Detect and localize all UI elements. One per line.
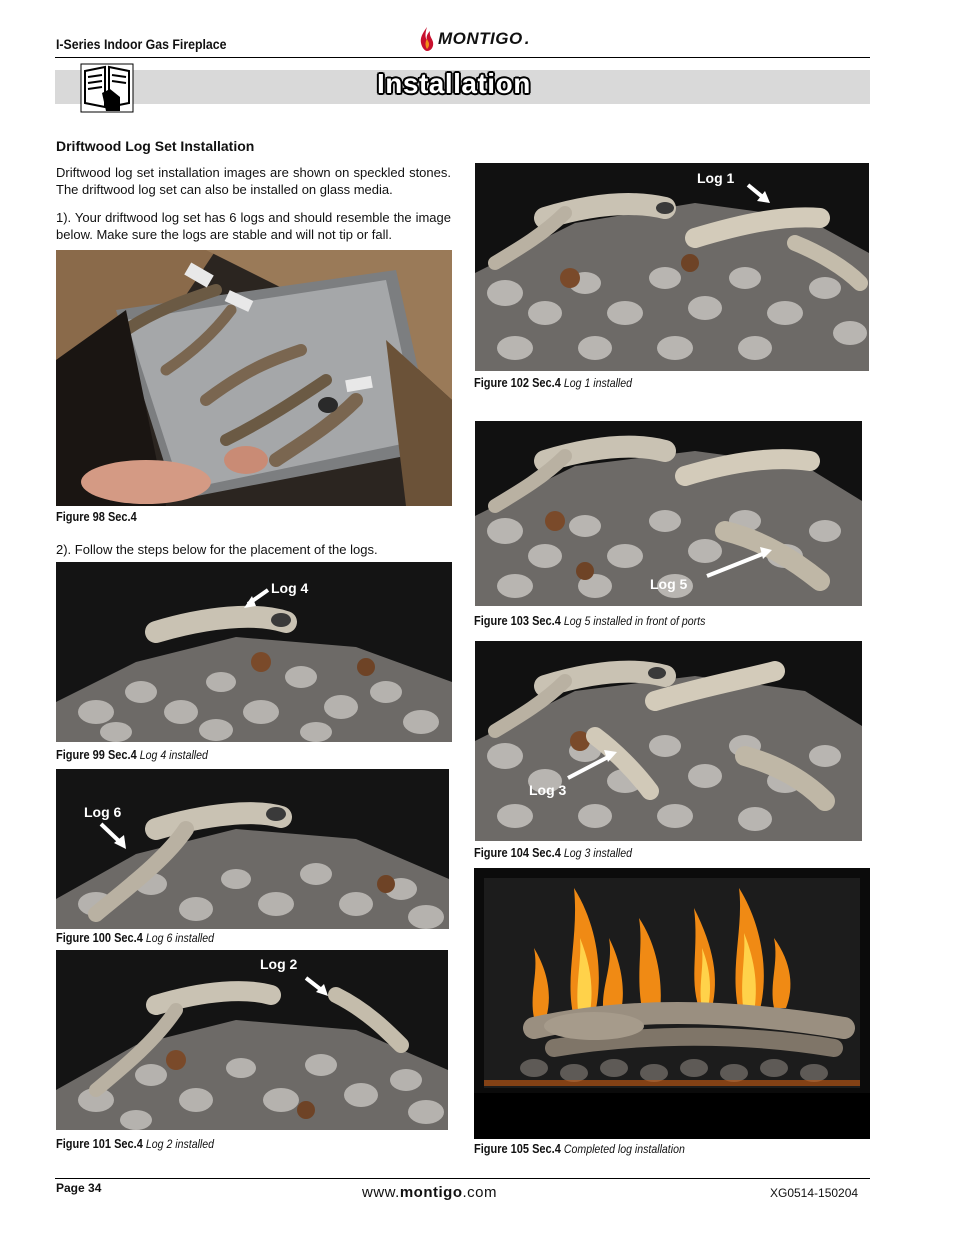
header-rule bbox=[55, 57, 870, 58]
logo-dot: . bbox=[524, 29, 530, 48]
figure-101-photo bbox=[56, 950, 448, 1130]
section-title: Driftwood Log Set Installation bbox=[56, 138, 255, 154]
figure-100-photo bbox=[56, 769, 449, 929]
figure-100-desc: Log 6 installed bbox=[145, 931, 215, 945]
page-number: Page 34 bbox=[56, 1181, 102, 1195]
figure-105-photo bbox=[474, 868, 870, 1139]
figure-98-photo bbox=[56, 250, 452, 506]
figure-98-label: Figure 98 Sec.4 bbox=[56, 510, 137, 524]
page-title: Installation bbox=[377, 68, 531, 99]
figure-100-label: Figure 100 Sec.4 bbox=[56, 931, 143, 945]
figure-101-desc: Log 2 installed bbox=[145, 1137, 215, 1151]
figure-104-photo bbox=[475, 641, 862, 841]
figure-101-log-label: Log 2 bbox=[260, 956, 298, 972]
step2-paragraph: 2). Follow the steps below for the placement of the logs. bbox=[56, 542, 378, 557]
figure-100-caption bbox=[56, 931, 214, 945]
figure-104-caption bbox=[474, 846, 632, 860]
montigo-logo bbox=[418, 24, 530, 54]
figure-104-desc: Log 3 installed bbox=[563, 846, 633, 860]
figure-102-label: Figure 102 Sec.4 bbox=[474, 376, 561, 390]
figure-103-caption bbox=[474, 614, 705, 628]
figure-101-label: Figure 101 Sec.4 bbox=[56, 1137, 143, 1151]
document-title: I-Series Indoor Gas Fireplace bbox=[56, 36, 227, 52]
intro-paragraph: Driftwood log set installation images are shown on speckled stones. The driftwood log set can also be installed on glass media. bbox=[56, 165, 451, 197]
figure-103-photo bbox=[475, 421, 862, 606]
url-suffix: .com bbox=[462, 1184, 498, 1201]
figure-101-caption bbox=[56, 1137, 214, 1151]
figure-100-log-label: Log 6 bbox=[84, 804, 122, 820]
figure-99-label: Figure 99 Sec.4 bbox=[56, 748, 137, 762]
logo-text: MONTIGO bbox=[438, 29, 523, 48]
flame-logo-icon bbox=[418, 26, 436, 52]
figure-103-desc: Log 5 installed in front of ports bbox=[563, 614, 706, 628]
figure-99-photo bbox=[56, 562, 452, 742]
figure-102-desc: Log 1 installed bbox=[563, 376, 633, 390]
figure-102-caption bbox=[474, 376, 632, 390]
figure-99-caption bbox=[56, 748, 208, 762]
url-prefix: www. bbox=[362, 1184, 400, 1201]
figure-105-label: Figure 105 Sec.4 bbox=[474, 1142, 561, 1156]
figure-102-log-label: Log 1 bbox=[697, 170, 735, 186]
figure-104-label: Figure 104 Sec.4 bbox=[474, 846, 561, 860]
figure-99-desc: Log 4 installed bbox=[139, 748, 208, 762]
step1-paragraph: 1). Your driftwood log set has 6 logs and should resemble the image below. Make sure the logs are stable and will not tip or fall. bbox=[56, 210, 451, 242]
figure-98-caption bbox=[56, 510, 137, 524]
url-brand: montigo bbox=[399, 1184, 463, 1201]
manual-book-icon bbox=[80, 63, 134, 113]
figure-104-log-label: Log 3 bbox=[529, 782, 567, 798]
footer-rule bbox=[55, 1178, 870, 1179]
figure-103-label: Figure 103 Sec.4 bbox=[474, 614, 561, 628]
figure-105-caption bbox=[474, 1142, 685, 1156]
website-link[interactable] bbox=[362, 1184, 497, 1201]
document-code: XG0514-150204 bbox=[770, 1186, 859, 1200]
figure-105-desc: Completed log installation bbox=[563, 1142, 685, 1156]
figure-99-log-label: Log 4 bbox=[271, 580, 309, 596]
figure-102-photo bbox=[475, 163, 869, 371]
figure-103-log-label: Log 5 bbox=[650, 576, 688, 592]
